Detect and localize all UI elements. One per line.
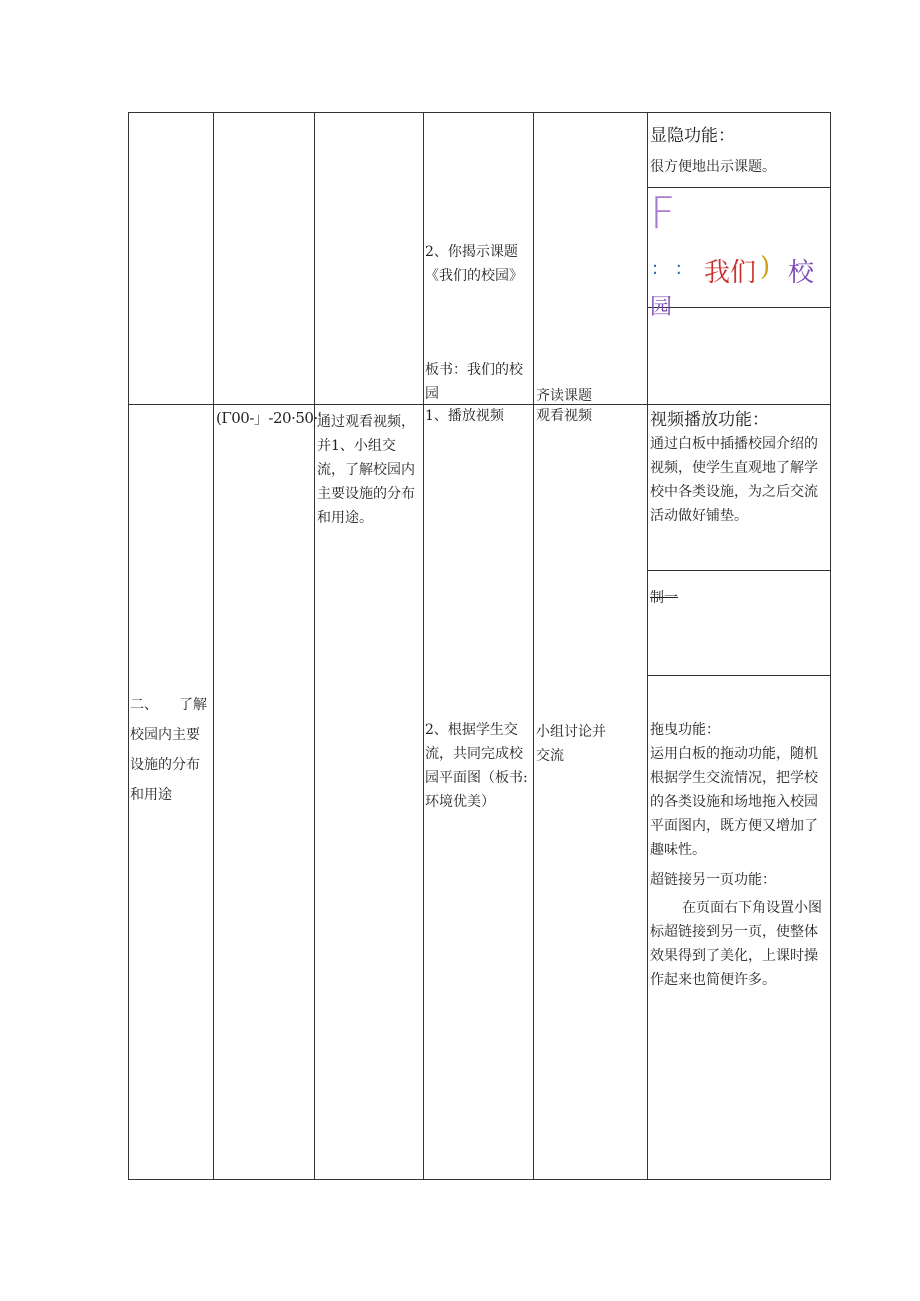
preview-word-2: 校 (788, 258, 815, 288)
row2-col6-drag-heading: 拖曳功能： (650, 722, 720, 738)
preview-word-1: 我们 (704, 258, 757, 288)
row1-col4-board: 板书：我们的校园 (425, 362, 523, 402)
row1-col5-read: 齐读课题 (536, 388, 592, 404)
row2-col2-time: (Γ00-」-20·50·' (216, 409, 322, 427)
row2-col5-item1: 观看视频 (536, 408, 592, 424)
preview-paren: ) (760, 252, 771, 282)
row2-col6-video-heading: 视频播放功能： (650, 410, 769, 430)
row2-col4-item2: 2、根据学生交流，共同完成校园平面图（板书:环境优美） (425, 722, 528, 810)
row1-col4-item: 2、你揭示课题《我们的校园》 (425, 244, 523, 284)
column-divider-2 (314, 112, 315, 1179)
row1-col6-desc: 很方便地出示课题。 (650, 159, 776, 175)
col6-divider-2 (647, 307, 831, 308)
col6-divider-4 (647, 675, 831, 676)
row2-col4-item1: 1、播放视频 (425, 408, 504, 424)
row2-col6-drag-desc: 运用白板的拖动功能，随机根据学生交流情况，把学校的各类设施和场地拖入校园平面图内，既方便又增加了趣味性。 (650, 746, 818, 858)
preview-letter: F (650, 188, 676, 239)
row2-col6-link-desc: 在页面右下角设置小图标超链接到另一页，使整体效果得到了美化，上课时操作起来也简便许多。 (650, 900, 822, 988)
row2-col3-goal: 通过观看视频，并1、小组交流，了解校园内主要设施的分布和用途。 (317, 414, 415, 526)
col6-divider-3 (647, 570, 831, 571)
row2-col6-link-heading: 超链接另一页功能： (650, 872, 776, 888)
column-divider-1 (213, 112, 214, 1179)
title-preview (648, 188, 830, 320)
row2-col1-stage: 二、 了解校园内主要设施的分布和用途 (130, 697, 207, 803)
row2-col6-video-desc: 通过白板中插播校园介绍的视频，使学生直观地了解学校中各类设施，为之后交流活动做好铺垫。 (650, 436, 818, 524)
row1-col6-heading: 显隐功能： (650, 126, 735, 146)
preview-word-3: 园 (650, 295, 673, 320)
column-divider-3 (423, 112, 424, 1179)
column-divider-4 (533, 112, 534, 1179)
row2-col6-mark: 制一 (650, 590, 678, 606)
row2-col5-item2: 小组讨论并交流 (536, 724, 606, 764)
preview-colons: : : (652, 258, 688, 279)
